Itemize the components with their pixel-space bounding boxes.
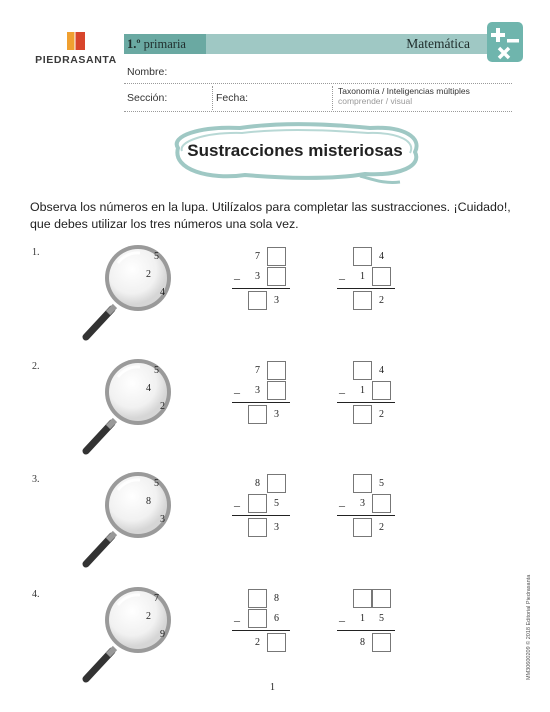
sum-line xyxy=(337,402,395,403)
digit: 7 xyxy=(255,365,260,376)
worksheet-title: Sustracciones misteriosas xyxy=(187,141,403,160)
subject-title: Matemática xyxy=(406,36,470,51)
grade-badge xyxy=(124,34,206,54)
digit: 3 xyxy=(255,271,260,282)
plus-minus-times-icon xyxy=(487,22,523,62)
answer-box[interactable] xyxy=(372,589,391,608)
lens-number: 5 xyxy=(154,251,159,262)
answer-box[interactable] xyxy=(353,518,372,537)
answer-box[interactable] xyxy=(353,405,372,424)
digit: 8 xyxy=(274,593,279,604)
answer-box[interactable] xyxy=(353,589,372,608)
info-row xyxy=(124,84,512,112)
magnifying-glass-icon xyxy=(80,357,180,457)
digit: 1 xyxy=(360,613,365,624)
answer-box[interactable] xyxy=(248,405,267,424)
taxonomy-info xyxy=(338,86,470,106)
digit: 5 xyxy=(274,498,279,509)
exercise-number: 2. xyxy=(32,361,40,372)
digit: 4 xyxy=(379,251,384,262)
header-bar xyxy=(124,34,504,54)
copyright-code: MM30600209 © 2018 Editorial Piedrasanta xyxy=(526,574,532,680)
exercise-number: 4. xyxy=(32,589,40,600)
lens-number: 2 xyxy=(146,269,151,280)
digit: 2 xyxy=(379,295,384,306)
answer-box[interactable] xyxy=(248,589,267,608)
instructions: Observa los números en la lupa. Utilízalos para completar las sustracciones. ¡Cuidado!, que debes utilizar los tres números una sola vez. xyxy=(30,200,511,231)
subtraction-problem-left xyxy=(230,247,300,317)
exercise-item xyxy=(30,474,520,584)
answer-box[interactable] xyxy=(353,291,372,310)
answer-box[interactable] xyxy=(248,494,267,513)
answer-box[interactable] xyxy=(267,633,286,652)
date-label: Fecha: xyxy=(216,92,249,104)
digit: 3 xyxy=(274,409,279,420)
subtraction-problem-left xyxy=(230,361,300,431)
exercise-number: 3. xyxy=(32,474,40,485)
answer-box[interactable] xyxy=(267,381,286,400)
digit: 5 xyxy=(379,478,384,489)
digit: 6 xyxy=(274,613,279,624)
digit: 3 xyxy=(255,385,260,396)
digit: 3 xyxy=(274,295,279,306)
name-row xyxy=(124,62,512,84)
digit: 8 xyxy=(255,478,260,489)
exercise-number: 1. xyxy=(32,247,40,258)
subtraction-problem-right xyxy=(335,589,405,659)
minus-sign: – xyxy=(234,385,240,399)
answer-box[interactable] xyxy=(372,267,391,286)
lens-number: 3 xyxy=(160,514,165,525)
answer-box[interactable] xyxy=(267,474,286,493)
subtraction-problem-left xyxy=(230,474,300,544)
answer-box[interactable] xyxy=(353,247,372,266)
minus-sign: – xyxy=(234,498,240,512)
section-label: Sección: xyxy=(127,92,168,104)
sum-line xyxy=(232,515,290,516)
digit: 3 xyxy=(360,498,365,509)
publisher-logo xyxy=(30,30,122,66)
taxonomy-sub: comprender / visual xyxy=(338,96,413,106)
answer-box[interactable] xyxy=(248,609,267,628)
divider xyxy=(212,86,213,110)
name-label: Nombre: xyxy=(127,66,168,78)
subtraction-problem-left xyxy=(230,589,300,659)
digit: 8 xyxy=(360,637,365,648)
digit: 7 xyxy=(255,251,260,262)
sum-line xyxy=(232,630,290,631)
lens-number: 9 xyxy=(160,629,165,640)
sum-line xyxy=(232,288,290,289)
exercise-item xyxy=(30,247,520,357)
answer-box[interactable] xyxy=(248,518,267,537)
sum-line xyxy=(337,630,395,631)
lens-number: 4 xyxy=(160,287,165,298)
answer-box[interactable] xyxy=(353,474,372,493)
minus-sign: – xyxy=(339,271,345,285)
minus-sign: – xyxy=(234,271,240,285)
digit: 2 xyxy=(255,637,260,648)
magnifying-glass-icon xyxy=(80,585,180,685)
taxonomy-title: Taxonomía / Inteligencias múltiples xyxy=(338,86,470,96)
grade-label: primaria xyxy=(143,37,186,51)
minus-sign: – xyxy=(339,498,345,512)
answer-box[interactable] xyxy=(353,361,372,380)
lens-number: 2 xyxy=(146,611,151,622)
lens-number: 5 xyxy=(154,365,159,376)
minus-sign: – xyxy=(339,613,345,627)
answer-box[interactable] xyxy=(372,633,391,652)
logo-text: PIEDRASANTA xyxy=(35,54,117,66)
lens-number: 7 xyxy=(154,593,159,604)
digit: 4 xyxy=(379,365,384,376)
minus-sign: – xyxy=(234,613,240,627)
magnifying-glass-icon xyxy=(80,470,180,570)
exercise-item xyxy=(30,589,520,699)
lens-number: 2 xyxy=(160,401,165,412)
book-logo-icon xyxy=(65,30,87,52)
subtraction-problem-right xyxy=(335,474,405,544)
grade-number: 1.º xyxy=(127,37,141,51)
lens-number: 8 xyxy=(146,496,151,507)
answer-box[interactable] xyxy=(267,361,286,380)
digit: 3 xyxy=(274,522,279,533)
lens-number: 4 xyxy=(146,383,151,394)
sum-line xyxy=(232,402,290,403)
answer-box[interactable] xyxy=(267,247,286,266)
digit: 1 xyxy=(360,385,365,396)
answer-box[interactable] xyxy=(267,267,286,286)
digit: 2 xyxy=(379,522,384,533)
digit: 1 xyxy=(360,271,365,282)
page-number: 1 xyxy=(270,682,275,693)
digit: 2 xyxy=(379,409,384,420)
answer-box[interactable] xyxy=(248,291,267,310)
divider xyxy=(332,86,333,110)
subtraction-problem-right xyxy=(335,361,405,431)
lens-number: 5 xyxy=(154,478,159,489)
answer-box[interactable] xyxy=(372,494,391,513)
digit: 5 xyxy=(379,613,384,624)
exercise-item xyxy=(30,361,520,471)
minus-sign: – xyxy=(339,385,345,399)
subtraction-problem-right xyxy=(335,247,405,317)
sum-line xyxy=(337,288,395,289)
sum-line xyxy=(337,515,395,516)
answer-box[interactable] xyxy=(372,381,391,400)
magnifying-glass-icon xyxy=(80,243,180,343)
